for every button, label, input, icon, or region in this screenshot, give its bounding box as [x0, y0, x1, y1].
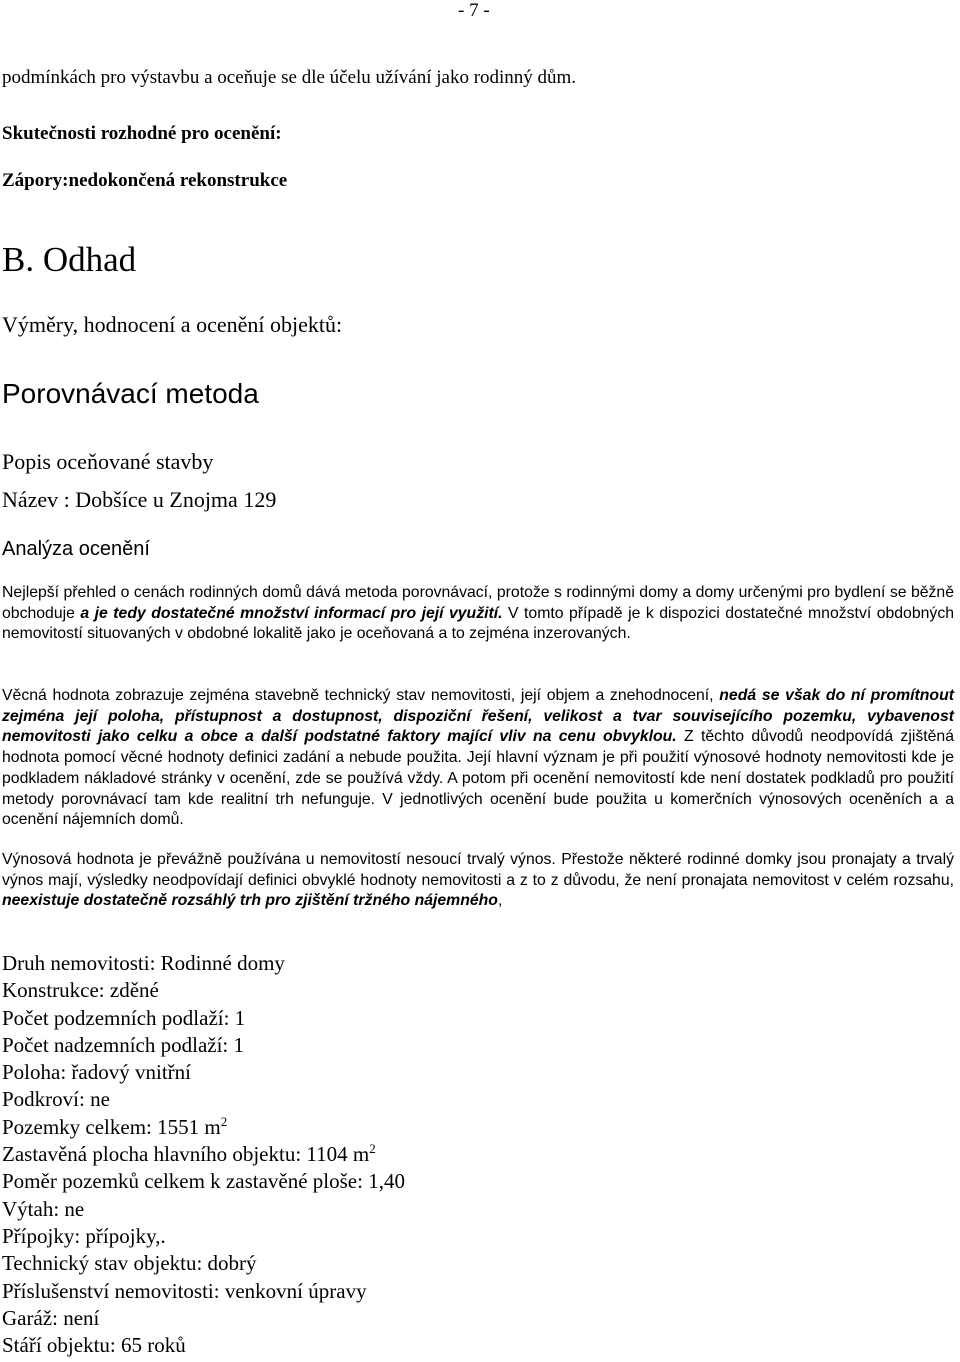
- paragraph-comparative-method: [2, 583, 954, 645]
- paragraph-income-value: [2, 850, 954, 912]
- section-title: B. Odhad: [2, 240, 137, 279]
- fact-construction: Konstrukce: zděné: [2, 978, 159, 1003]
- fact-building-age: Stáří objektu: 65 roků: [2, 1333, 186, 1358]
- fact-garage: Garáž: není: [2, 1305, 100, 1330]
- method-title: Porovnávací metoda: [2, 378, 259, 409]
- fact-land-ratio: Poměr pozemků celkem k zastavěné ploše: 1,40: [2, 1169, 405, 1194]
- building-heading: Popis oceňované stavby: [2, 449, 214, 474]
- fact-position: Poloha: řadový vnitřní: [2, 1060, 191, 1085]
- fact-underground-floors: Počet podzemních podlaží: 1: [2, 1005, 246, 1030]
- analysis-heading: Analýza ocenění: [2, 538, 150, 560]
- paragraph1-text: Nejlepší přehled o cenách rodinných domů dává metoda porovnávací, protože s rodinnými domy a domy určenými pro bydlení se běžně obchoduje: [2, 584, 954, 622]
- fact-above-ground-floors: Počet nadzemních podlaží: 1: [2, 1032, 245, 1057]
- page-number: - 7 -: [458, 0, 490, 21]
- paragraph2-text: Věcná hodnota zobrazuje zejména stavebně technický stav nemovitosti, její objem a znehodnocení,: [2, 687, 720, 704]
- paragraph2-text-end: Z těchto důvodů neodpovídá zjištěná hodnota pomocí věcné hodnoty definici zadání a nebude použita. Její hlavní význam je při použití výnosové hodnoty nemovitosti kde je podkladem nákladové stránky v ocenění, zde se používá vždy. A potom při ocenění nemovitostí kde není dostatek podkladů pro použití metody porovnávací tam kde realitní trh nefunguje. V jednotlivých ocenění bude použita u komerčních výnosových oceněních a a ocenění nájemních domů.: [2, 728, 954, 829]
- cons-line: Zápory:nedokončená rekonstrukce: [2, 170, 288, 191]
- subsection-title: Výměry, hodnocení a ocenění objektů:: [2, 312, 343, 337]
- paragraph1-text-end: V tomto případě je k dispozici dostatečné množství obdobných nemovitostí situovaných v obdobné lokalitě jako je oceňovaná a to zejména inzerovaných.: [2, 604, 955, 643]
- paragraph3-emphasis: neexistuje dostatečně rozsáhlý trh pro zjištění tržného nájemného: [2, 892, 498, 910]
- intro-line: podmínkách pro výstavbu a oceňuje se dle účelu užívání jako rodinný dům.: [2, 67, 577, 88]
- fact-property-type: Druh nemovitosti: Rodinné domy: [2, 951, 285, 975]
- paragraph-asset-value: [2, 686, 954, 831]
- fact-attic: Podkroví: ne: [2, 1087, 110, 1112]
- superscript-2: 2: [369, 1141, 376, 1157]
- paragraph3-text-end: ,: [497, 892, 503, 910]
- paragraph1-emphasis: a je tedy dostatečné množství informací pro její využití.: [80, 604, 503, 622]
- fact-technical-condition: Technický stav objektu: dobrý: [2, 1251, 257, 1276]
- superscript-2: 2: [220, 1113, 228, 1129]
- facts-heading: Skutečnosti rozhodné pro ocenění:: [2, 123, 282, 144]
- building-name-line: Název : Dobšíce u Znojma 129: [2, 487, 277, 512]
- paragraph2-emphasis: nedá se však do ní promítnout zejména její poloha, přístupnost a dostupnost, dispoziční řešení, velikost a tvar souvisejícího pozemku, vybavenost nemovitosti jako celku a obce a další podstatné faktory mající vliv na cenu obvyklou.: [2, 687, 954, 746]
- fact-built-up-area: Zastavěná plocha hlavního objektu: 1104 $m^2$: [2, 1141, 376, 1167]
- fact-accessories: Příslušenství nemovitosti: venkovní úpravy: [2, 1278, 367, 1303]
- fact-land-total: Pozemky celkem: 1551 $m^2$: [2, 1113, 228, 1139]
- fact-elevator: Výtah: ne: [2, 1196, 85, 1221]
- fact-connections: Přípojky: přípojky,.: [2, 1223, 166, 1248]
- paragraph3-text: Výnosová hodnota je převážně používána u nemovitostí nesoucí trvalý výnos. Přestože některé rodinné domky jsou pronajaty a trvalý výnos mají, výsledky neodpovídají definici obvyklé hodnoty nemovitosti a z to z důvodu, že není pronajata nemovitost v celém rozsahu,: [2, 851, 954, 889]
- property-facts-list: [2, 950, 405, 1359]
